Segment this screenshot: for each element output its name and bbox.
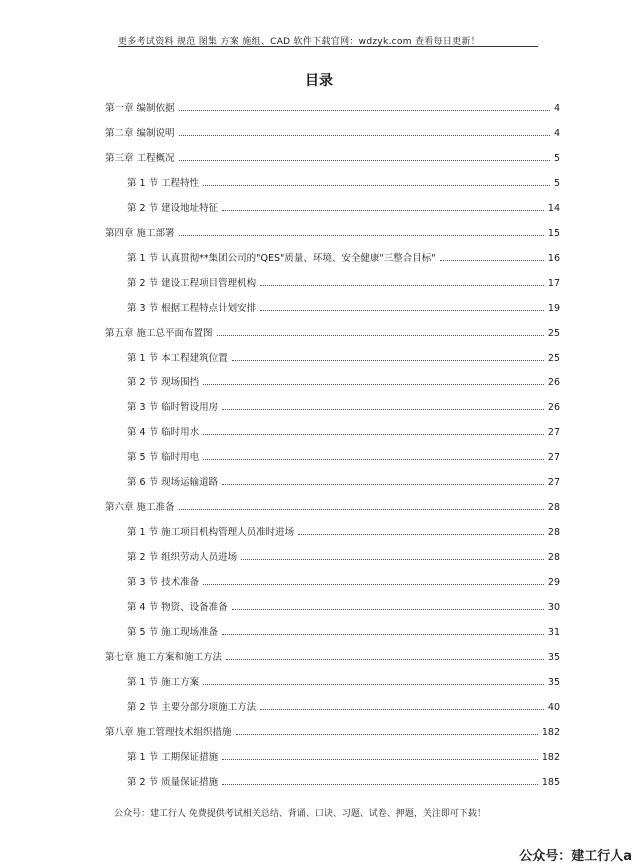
toc-page-number: 185	[541, 776, 560, 788]
toc-entry-label: 第 2 节 主要分部分项施工方法	[127, 701, 257, 713]
toc-entry-label: 第 5 节 临时用电	[127, 452, 200, 464]
toc-entry-label: 第 2 节 现场围挡	[127, 377, 200, 389]
toc-section-entry[interactable]	[127, 175, 560, 191]
toc-section-entry[interactable]	[127, 674, 560, 690]
toc-section-entry[interactable]	[127, 774, 560, 790]
toc-dot-leader	[226, 651, 544, 660]
toc-dot-leader	[298, 526, 544, 535]
toc-dot-leader	[179, 102, 550, 111]
toc-section-entry[interactable]	[127, 424, 560, 440]
toc-page-number: 25	[547, 327, 560, 339]
toc-entry-label: 第 1 节 工程特性	[127, 177, 200, 189]
toc-dot-leader	[203, 177, 550, 186]
toc-page-number: 4	[553, 127, 560, 139]
toc-entry-label: 第 2 节 组织劳动人员进场	[127, 552, 238, 564]
watermark-text: 公众号：建工行人a	[519, 849, 632, 864]
toc-dot-leader	[203, 451, 544, 460]
toc-entry-label: 第 1 节 工期保证措施	[127, 751, 219, 763]
toc-page-number: 14	[547, 202, 560, 214]
toc-entry-label: 第 1 节 施工项目机构管理人员准时进场	[127, 527, 295, 539]
toc-page-number: 35	[547, 676, 560, 688]
toc-dot-leader	[232, 601, 544, 610]
toc-page-number: 17	[547, 277, 560, 289]
toc-section-entry[interactable]	[127, 350, 560, 366]
toc-entry-label: 第一章 编制依据	[105, 103, 175, 114]
toc-section-entry[interactable]	[127, 250, 560, 266]
toc-entry-label: 第 3 节 技术准备	[127, 577, 200, 589]
toc-dot-leader	[203, 576, 544, 585]
header-rule	[118, 46, 538, 47]
toc-dot-leader	[222, 476, 544, 485]
page-header: 更多考试资料 规范 图集 方案 施组、CAD 软件下载官网：wdzyk.com 查看每日更新！	[118, 37, 481, 47]
toc-page-number: 29	[547, 577, 560, 589]
toc-page-number: 35	[547, 651, 560, 663]
toc-section-entry[interactable]	[127, 549, 560, 565]
toc-dot-leader	[241, 551, 544, 560]
toc-page-number: 25	[547, 352, 560, 364]
toc-dot-leader	[222, 751, 538, 760]
toc-page-number: 16	[547, 252, 560, 264]
toc-dot-leader	[203, 676, 544, 685]
toc-page-number: 28	[547, 527, 560, 539]
toc-dot-leader	[440, 252, 544, 261]
toc-chapter-entry[interactable]	[105, 724, 560, 740]
toc-dot-leader	[260, 302, 544, 311]
toc-page-number: 5	[553, 177, 560, 189]
toc-dot-leader	[203, 426, 544, 435]
toc-section-entry[interactable]	[127, 574, 560, 590]
toc-entry-label: 第 2 节 质量保证措施	[127, 776, 219, 788]
toc-entry-label: 第三章 工程概况	[105, 152, 175, 164]
toc-section-entry[interactable]	[127, 449, 560, 465]
toc-section-entry[interactable]	[127, 399, 560, 415]
toc-dot-leader	[232, 352, 544, 361]
toc-section-entry[interactable]	[127, 474, 560, 490]
toc-page-number: 15	[547, 227, 560, 239]
toc-dot-leader	[203, 376, 544, 385]
toc-section-entry[interactable]	[127, 524, 560, 540]
toc-entry-label: 第二章 编制说明	[105, 127, 175, 139]
toc-page-number: 182	[541, 751, 560, 763]
toc-entry-label: 第 4 节 物资、设备准备	[127, 602, 228, 613]
toc-dot-leader	[179, 127, 550, 136]
toc-dot-leader	[260, 277, 544, 286]
toc-page-number: 27	[547, 477, 560, 489]
toc-page-number: 4	[553, 103, 560, 114]
toc-section-entry[interactable]	[127, 624, 560, 640]
toc-entry-label: 第八章 施工管理技术组织措施	[105, 726, 232, 738]
toc-section-entry[interactable]	[127, 275, 560, 291]
toc-section-entry[interactable]	[127, 374, 560, 390]
toc-chapter-entry[interactable]	[105, 125, 560, 141]
toc-entry-label: 第 4 节 临时用水	[127, 427, 200, 439]
toc-page-number: 28	[547, 502, 560, 514]
toc-section-entry[interactable]	[127, 300, 560, 316]
toc-dot-leader	[236, 726, 538, 735]
toc-entry-label: 第 1 节 施工方案	[127, 676, 200, 688]
toc-chapter-entry[interactable]	[105, 499, 560, 515]
toc-page-number: 40	[547, 701, 560, 713]
toc-dot-leader	[222, 776, 538, 785]
toc-entry-label: 第 3 节 临时暂设用房	[127, 402, 219, 414]
toc-page-number: 31	[547, 626, 560, 638]
toc-dot-leader	[217, 327, 544, 336]
toc-dot-leader	[179, 501, 544, 510]
toc-entry-label: 第六章 施工准备	[105, 502, 175, 514]
toc-entry-label: 第 1 节 认真贯彻**集团公司的"QES"质量、环境、安全健康"三整合目标"	[127, 252, 436, 264]
toc-dot-leader	[179, 152, 550, 161]
toc-chapter-entry[interactable]	[105, 150, 560, 166]
toc-chapter-entry[interactable]	[105, 100, 560, 116]
toc-page-number: 182	[541, 726, 560, 738]
toc-dot-leader	[222, 202, 544, 211]
toc-page-number: 28	[547, 552, 560, 564]
toc-title: 目录	[305, 73, 333, 89]
toc-entry-label: 第 3 节 根据工程特点计划安排	[127, 302, 257, 314]
toc-entry-label: 第 2 节 建设工程项目管理机构	[127, 277, 257, 289]
toc-page-number: 5	[553, 152, 560, 164]
toc-dot-leader	[179, 227, 544, 236]
toc-entry-label: 第七章 施工方案和施工方法	[105, 651, 223, 663]
toc-page-number: 27	[547, 452, 560, 464]
toc-page-number: 26	[547, 377, 560, 389]
toc-page-number: 19	[547, 302, 560, 314]
toc-dot-leader	[260, 701, 544, 710]
toc-section-entry[interactable]	[127, 599, 560, 615]
toc-entry-label: 第五章 施工总平面布置图	[105, 327, 213, 339]
toc-page-number: 30	[547, 602, 560, 613]
toc-entry-label: 第 5 节 施工现场准备	[127, 626, 219, 638]
toc-page-number: 26	[547, 402, 560, 414]
toc-section-entry[interactable]	[127, 749, 560, 765]
toc-chapter-entry[interactable]	[105, 225, 560, 241]
page-footer: 公众号：建工行人 免费提供考试相关总结、背诵、口诀、习题、试卷、押题，关注即可下载！	[114, 809, 486, 819]
toc-entry-label: 第 2 节 建设地址特征	[127, 202, 219, 214]
toc-section-entry[interactable]	[127, 699, 560, 715]
toc-entry-label: 第 1 节 本工程建筑位置	[127, 352, 228, 364]
toc-entry-label: 第 6 节 现场运输道路	[127, 477, 219, 489]
toc-page-number: 27	[547, 427, 560, 439]
toc-dot-leader	[222, 401, 544, 410]
toc-entry-label: 第四章 施工部署	[105, 227, 175, 239]
toc-chapter-entry[interactable]	[105, 325, 560, 341]
toc-section-entry[interactable]	[127, 200, 560, 216]
toc-dot-leader	[222, 626, 544, 635]
toc-chapter-entry[interactable]	[105, 649, 560, 665]
